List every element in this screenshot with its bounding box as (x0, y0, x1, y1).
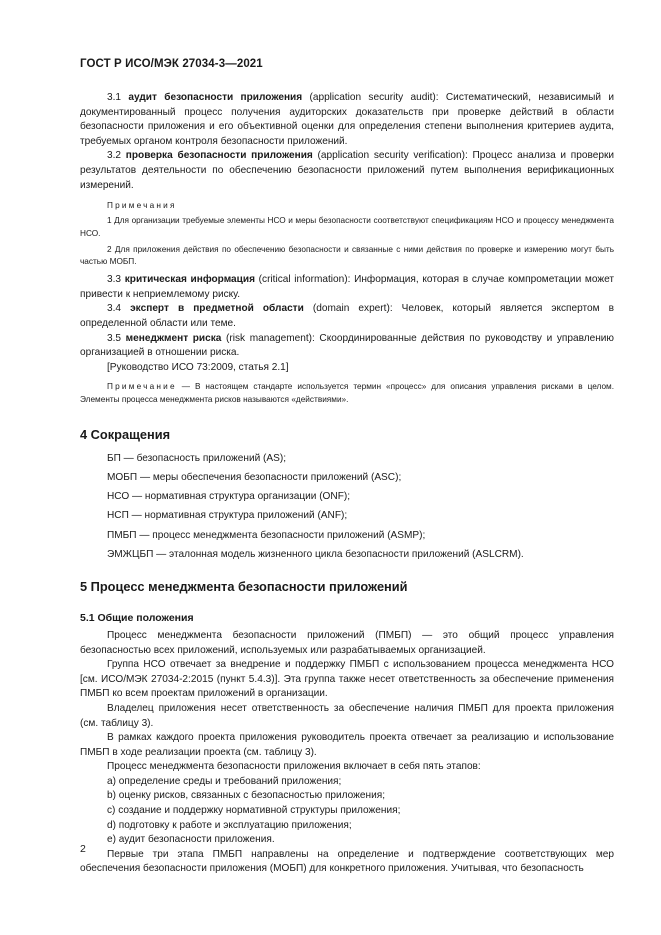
page-content (80, 91, 614, 877)
paragraph: Владелец приложения несет ответственность за обеспечение наличия ПМБП для проекта приложения (см. таблицу 3). (80, 702, 614, 729)
abbreviation-item: ПМБП — процесс менеджмента безопасности приложений (ASMP); (107, 529, 426, 541)
definition-text: (application security audit): Систематический, независимый и документированный процесс получения аудиторских доказательств при проверке действий в области безопасности приложения и его объективной оценки для определения степени выполнения критериев аудита, требуемых органом контроля безопасности приложений. (80, 92, 614, 147)
abbreviation-item: ЭМЖЦБП — эталонная модель жизненного цикла безопасности приложений (ASLCRM). (107, 548, 524, 560)
abbreviation-item: НСО — нормативная структура организации (ONF); (107, 491, 351, 503)
definition-3-2 (80, 149, 614, 193)
paragraph: Процесс менеджмента безопасности приложений (ПМБП) — это общий процесс управления безопасностью всех приложений, используемых или разрабатываемых организацией. (80, 629, 614, 656)
abbreviation-item: БП — безопасность приложений (AS); (107, 452, 287, 464)
stage-item: e) аудит безопасности приложения. (107, 834, 275, 846)
note-1: 1 Для организации требуемые элементы НСО и меры безопасности соответствуют спецификациям НСО и процессу менеджмента НСО. (80, 216, 614, 238)
page-number: 2 (80, 843, 86, 855)
abbreviation-item: МОБП — меры обеспечения безопасности приложений (ASC); (107, 471, 402, 483)
definition-3-5 (80, 332, 614, 361)
subsection-5-1-title: 5.1 Общие положения (80, 611, 194, 624)
section-4-title: 4 Сокращения (80, 426, 171, 442)
definition-number: 3.2 (107, 150, 122, 162)
paragraph: Первые три этапа ПМБП направлены на определение и подтверждение соответствующих мер обеспечения безопасности приложения (МОБП) для конкретного приложения. Учитывая, что безопасность (80, 848, 614, 875)
definition-text: (risk management): Скоординированные действия по руководству и управлению организацией в отношении риска. (80, 332, 614, 359)
definition-text: (domain expert): Человек, который является экспертом в определенной области или теме. (80, 303, 615, 329)
definition-number: 3.4 (107, 303, 122, 315)
page-header: ГОСТ Р ИСО/МЭК 27034-3—2021 (80, 58, 263, 70)
note-label: Примечание (107, 382, 177, 392)
abbreviations-list (80, 449, 614, 564)
paragraph: В рамках каждого проекта приложения руководитель проекта отвечает за реализацию и использование ПМБП в ходе реализации проекта (см. таблицу 3). (80, 732, 614, 758)
definition-3-4 (80, 302, 614, 331)
stage-item: d) подготовку к работе и эксплуатацию приложения; (107, 819, 352, 831)
definition-text: (application security verification): Процесс анализа и проверки результатов деятельности по обеспечению безопасности приложений путем выполнения верификационных измерений. (80, 150, 615, 191)
notes-title: Примечания (107, 201, 177, 211)
definition-term: эксперт в предметной области (130, 303, 304, 315)
definition-3-1 (80, 91, 614, 149)
definition-number: 3.5 (107, 332, 122, 344)
note-text: — В настоящем стандарте используется термин «процесс» для описания управления рисками в целом. Элементы процесса менеджмента рисков называются «действиями». (80, 382, 614, 404)
definition-term: проверка безопасности приложения (125, 150, 313, 162)
definition-number: 3.3 (107, 274, 122, 286)
note-2: 2 Для приложения действия по обеспечению безопасности и связанные с ними действия по проверке и измерению могут быть частью МОБП. (80, 244, 614, 266)
definition-term: аудит безопасности приложения (128, 92, 303, 103)
note-3 (80, 381, 614, 405)
stage-item: b) оценку рисков, связанных с безопасностью приложения; (107, 790, 386, 802)
stages-list (80, 775, 614, 848)
paragraph: Процесс менеджмента безопасности приложения включает в себя пять этапов: (107, 761, 481, 773)
reference: [Руководство ИСО 73:2009, статья 2.1] (107, 361, 289, 373)
definition-3-3 (80, 273, 614, 302)
abbreviation-item: НСП — нормативная структура приложений (ANF); (107, 510, 348, 522)
definition-number: 3.1 (107, 92, 122, 103)
stage-item: c) создание и поддержку нормативной структуры приложения; (107, 805, 401, 817)
definition-text: (critical information): Информация, которая в случае компрометации может привести к неприемлемому риску. (80, 274, 614, 300)
section-5-title: 5 Процесс менеджмента безопасности приложений (80, 578, 408, 594)
paragraph: Группа НСО отвечает за внедрение и поддержку ПМБП с использованием процесса менеджмента НСО [см. ИСО/МЭК 27034-2:2015 (пункт 5.4.3)]. Эта группа также несет ответственность за обеспечение применения ПМБП ко всем проектам приложений в организации. (80, 659, 614, 700)
definition-term: менеджмент риска (125, 332, 222, 344)
notes-block (80, 200, 614, 268)
stage-item: a) определение среды и требований приложения; (107, 775, 342, 787)
definition-term: критическая информация (124, 274, 255, 286)
